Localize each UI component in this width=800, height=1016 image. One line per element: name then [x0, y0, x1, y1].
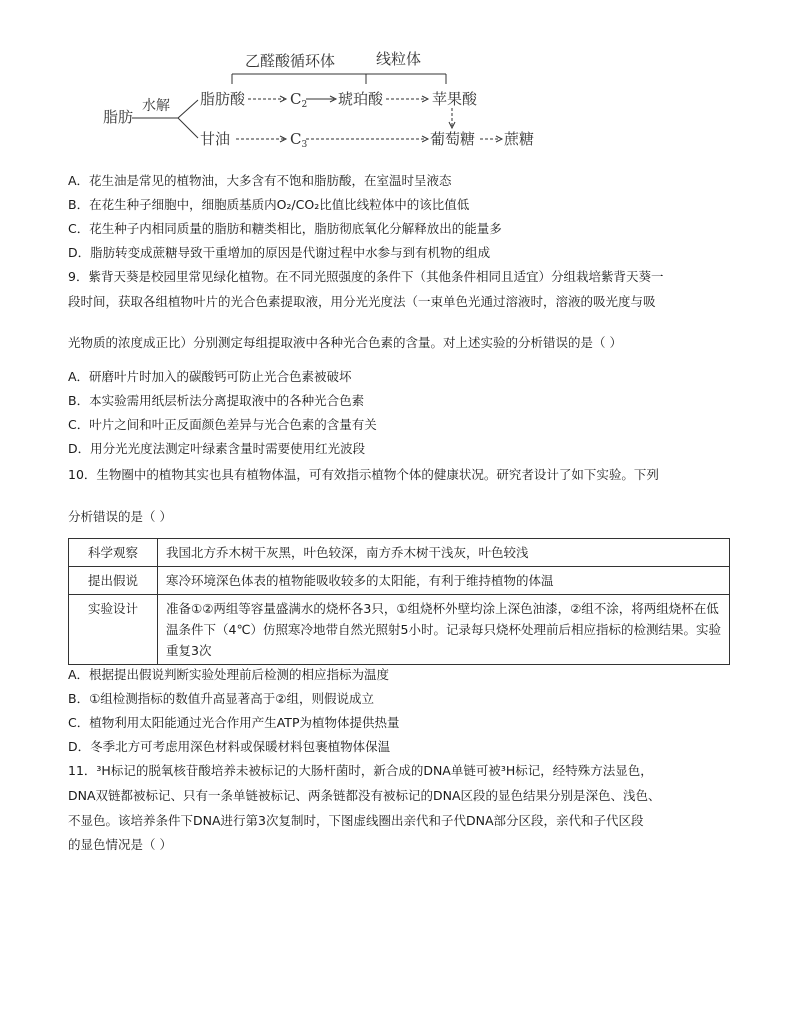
- q10-option-c: C．植物利用太阳能通过光合作用产生ATP为植物体提供热量: [68, 715, 400, 730]
- table-row: [69, 595, 730, 665]
- q9-option-c: C．叶片之间和叶正反面颜色差异与光合色素的含量有关: [68, 417, 377, 432]
- table-row: [69, 567, 730, 595]
- q9-option-a: A．研磨叶片时加入的碳酸钙可防止光合色素被破坏: [68, 369, 352, 384]
- node-c2: $C_2$: [290, 90, 308, 110]
- label-mitochondrion: 线粒体: [376, 50, 422, 68]
- edge-to-fatty-acid: [178, 100, 198, 118]
- table-cell-key: 提出假说: [69, 567, 158, 595]
- node-fat: 脂肪: [103, 108, 134, 126]
- q9-stem-line3: 光物质的浓度成正比）分别测定每组提取液中各种光合色素的含量。对上述实验的分析错误的是（ ）: [68, 335, 622, 350]
- q9-stem-line2: 段时间，获取各组植物叶片的光合色素提取液，用分光光度法（一束单色光通过溶液时，溶液的吸光度与吸: [68, 294, 656, 309]
- table-cell-value: 寒冷环境深色体表的植物能吸收较多的太阳能，有利于维持植物的体温: [158, 567, 730, 595]
- q8-option-b: B．在花生种子细胞中，细胞质基质内O₂/CO₂比值比线粒体中的该比值低: [68, 197, 470, 212]
- q10-option-b: B．①组检测指标的数值升高显著高于②组，则假说成立: [68, 691, 374, 706]
- edge-to-glycerol: [178, 118, 198, 138]
- node-c3: $C_3$: [290, 130, 308, 150]
- node-succinate: 琥珀酸: [338, 90, 384, 108]
- metabolic-pathway-diagram: [0, 0, 800, 165]
- q10-stem-line2: 分析错误的是（ ）: [68, 509, 172, 524]
- q9-option-b: B．本实验需用纸层析法分离提取液中的各种光合色素: [68, 393, 365, 408]
- edge-hydrolysis-label: 水解: [142, 98, 170, 114]
- q11-stem-line4: 的显色情况是（ ）: [68, 837, 172, 852]
- q11-stem-line2: DNA双链都被标记、只有一条单链被标记、两条链都没有被标记的DNA区段的显色结果分别是深色、浅色、: [68, 788, 661, 803]
- node-glucose: 葡萄糖: [430, 130, 476, 148]
- node-sucrose: 蔗糖: [504, 130, 535, 148]
- q10-experiment-table: [68, 538, 730, 665]
- q10-option-d: D．冬季北方可考虑用深色材料或保暖材料包裹植物体保温: [68, 739, 391, 754]
- node-malate: 苹果酸: [432, 90, 478, 108]
- q9-option-d: D．用分光光度法测定叶绿素含量时需要使用红光波段: [68, 441, 366, 456]
- q8-option-c: C．花生种子内相同质量的脂肪和糖类相比，脂肪彻底氧化分解释放出的能量多: [68, 221, 502, 236]
- node-fatty-acid: 脂肪酸: [200, 90, 246, 108]
- table-cell-key: 实验设计: [69, 595, 158, 665]
- q8-option-a: A．花生油是常见的植物油，大多含有不饱和脂肪酸，在室温时呈液态: [68, 173, 452, 188]
- q9-stem-line1: 9．紫背天葵是校园里常见绿化植物。在不同光照强度的条件下（其他条件相同且适宜）分组栽培紫背天葵一: [68, 269, 664, 284]
- table-cell-value: 准备①②两组等容量盛满水的烧杯各3只，①组烧杯外壁均涂上深色油漆，②组不涂，将两组烧杯在低温条件下（4℃）仿照寒冷地带自然光照射5小时。记录每只烧杯处理前后相应指标的检测结果。实验重复3次: [158, 595, 730, 665]
- table-row: [69, 539, 730, 567]
- q11-stem-line1: 11．³H标记的脱氧核苷酸培养未被标记的大肠杆菌时，新合成的DNA单链可被³H标记，经特殊方法显色，: [68, 763, 653, 778]
- q8-option-d: D．脂肪转变成蔗糖导致干重增加的原因是代谢过程中水参与到有机物的组成: [68, 245, 491, 260]
- q11-stem-line3: 不显色。该培养条件下DNA进行第3次复制时，下图虚线圈出亲代和子代DNA部分区段，亲代和子代区段: [68, 813, 644, 828]
- table-cell-value: 我国北方乔木树干灰黑，叶色较深，南方乔木树干浅灰，叶色较浅: [158, 539, 730, 567]
- table-cell-key: 科学观察: [69, 539, 158, 567]
- q10-stem-line1: 10．生物圈中的植物其实也具有植物体温，可有效指示植物个体的健康状况。研究者设计了如下实验。下列: [68, 467, 659, 482]
- label-glyoxysome: 乙醛酸循环体: [245, 52, 336, 70]
- node-glycerol: 甘油: [200, 130, 231, 148]
- q10-option-a: A．根据提出假说判断实验处理前后检测的相应指标为温度: [68, 667, 390, 682]
